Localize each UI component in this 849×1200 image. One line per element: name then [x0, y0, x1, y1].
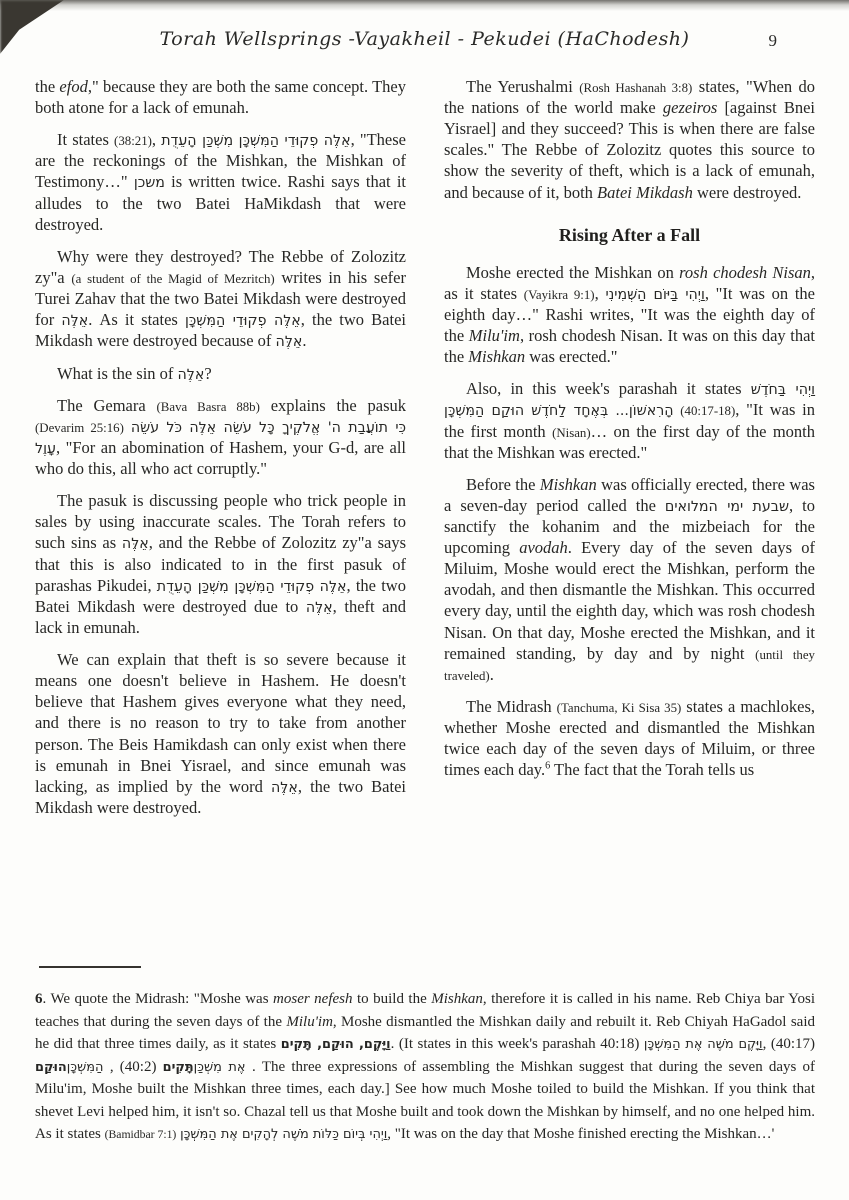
- text-run: , therefore it is called in his name. Reb Chiya bar Yosi teaches that during the seven days of the: [35, 991, 815, 1030]
- text-run: the: [35, 77, 60, 96]
- text-run: , "These are the reckonings of the Mishkan, the Mishkan of Testimony…": [35, 130, 406, 192]
- text-run: was officially erected, there was a seven-day period called the: [444, 474, 815, 515]
- text-run: , "It was on the eighth day…" Rashi writes, "It was the eighth day of the: [444, 283, 816, 346]
- citation: (Tanchuma, Ki Sisa 35): [556, 700, 682, 715]
- text-run: [against Bnei Yisrael] and they succeed? This is when there are false scales." The Rebbe of Zolozitz quotes this source to show the severity of theft, which is a lack of emunah, and because of it, both: [444, 98, 815, 202]
- text-run: writes in his sefer Turei Zahav that the two Batei Mikdash were destroyed for: [35, 267, 406, 330]
- citation: (40:17-18): [680, 404, 736, 419]
- hebrew-text: הַמִּשְׁכָּן: [66, 1059, 110, 1075]
- text-run: , Moshe dismantled the Mishkan daily and rebuilt it. Reb Chiyah HaGadol said he did that three times daily, as it states: [35, 1013, 815, 1052]
- hebrew-text: אֵלֶּה: [121, 536, 149, 553]
- paragraph: [35, 490, 406, 638]
- hebrew-text: וַיָּקֶם, הוּקַם, תָּקִים: [280, 1037, 391, 1052]
- text-run: . We quote the Midrash: "Moshe was: [42, 991, 274, 1007]
- paragraph: [444, 76, 815, 203]
- text-run: The Midrash: [466, 696, 557, 716]
- citation: (Nisan): [552, 425, 591, 440]
- text-run: . Every day of the seven days of Miluim, Moshe would erect the Mishkan, perform the avodah, and then dismantle the Mishkan. This occurred every day, until the eighth day, which was rosh chodesh Nisan. On that day, Moshe erected the Mishkan, and it remained standing, by day and by night: [444, 538, 815, 663]
- text-run: , the two Batei Mikdash were destroyed.: [35, 776, 406, 817]
- text-run: to build the: [352, 991, 432, 1007]
- text-run: ?: [204, 363, 212, 383]
- hebrew-text: וַיָּקֶם מֹשֶׁה אֶת הַמִּשְׁכָּן: [643, 1037, 763, 1052]
- text-run: Milu'im: [468, 326, 520, 346]
- paragraph: [35, 129, 406, 235]
- citation: (until they traveled): [444, 647, 815, 683]
- text-run: The Gemara: [57, 395, 157, 415]
- text-run: . The three expressions of assembling the Mishkan suggest that during the seven days of Milu'im, Moshe built the Mishkan three times, each day.] See how much Moshe toiled to build the Mishkan. If you think that shevet Levi helped him, it isn't so. Chazal tell us that Moshe built and took down the Mishkan by himself, and no one helped him. As it states: [35, 1058, 815, 1142]
- left-column: [35, 76, 406, 829]
- hebrew-text: וַיְהִי בְּיוֹם כַּלּוֹת מֹשֶׁה לְהָקִים אֶת הַמִּשְׁכָּן: [180, 1127, 388, 1142]
- text-run: , the two Batei Mikdash were destroyed due to: [35, 575, 406, 616]
- citation: (a student of the Magid of Mezritch): [71, 271, 275, 286]
- citation: (Bamidbar 7:1): [104, 1128, 177, 1141]
- paragraph: [35, 76, 406, 118]
- text-run: explains the pasuk: [259, 395, 407, 415]
- text-run: .: [302, 331, 307, 351]
- paragraph: [444, 378, 815, 463]
- paragraph: [444, 474, 815, 685]
- text-run: The fact that the Torah tells us: [550, 760, 755, 780]
- citation: (Vayikra 9:1): [523, 287, 595, 302]
- text-run: , and the Rebbe of Zolozitz zy"a says that this is also indicated to in the first pasuk of parashas Pikudei,: [35, 533, 407, 595]
- paragraph: [35, 363, 406, 384]
- page-header: [0, 28, 849, 60]
- hebrew-text: כִּי תוֹעֲבַת ה' אֱלֹקֶיךָ כָּל עֹשֵׂה אֵלֶּה כֹּל עֹשֵׂה עָוֶל: [35, 419, 407, 457]
- text-run: is written twice. Rashi says that it alludes to the two Batei HaMikdash that were destroyed.: [35, 172, 406, 234]
- page-title: Torah Wellsprings -Vayakheil - Pekudei (HaChodesh): [159, 28, 690, 50]
- text-run: . (It states in this week's parashah 40:18): [390, 1036, 644, 1052]
- scan-artifact-top-edge: [0, 0, 849, 11]
- hebrew-text: משכן: [133, 175, 165, 192]
- text-run: efod: [59, 77, 88, 96]
- hebrew-text: אֵלֶּה: [61, 313, 89, 330]
- text-run: Mishkan: [468, 347, 526, 367]
- hebrew-text: אֵלֶּה: [177, 366, 205, 383]
- text-run: avodah: [519, 538, 568, 558]
- text-run: Mishkan: [431, 991, 483, 1007]
- footnote-reference: 6: [545, 760, 551, 772]
- text-run: was erected.": [525, 347, 618, 367]
- text-run: Moshe erected the Mishkan on: [466, 262, 680, 282]
- text-run: 6: [35, 991, 43, 1007]
- citation: (Bava Basra 88b): [156, 399, 260, 414]
- text-run: , rosh chodesh Nisan. It was on this day that the: [444, 326, 815, 367]
- text-run: states, "When do the nations of the world make: [444, 77, 816, 118]
- hebrew-text: אֵלֶּה פְקוּדֵי הַמִּשְׁכָּן מִשְׁכַּן הָעֵדֻת: [161, 133, 351, 150]
- text-run: The Yerushalmi: [466, 77, 580, 96]
- text-run: ,: [151, 130, 162, 150]
- text-run: Mishkan: [539, 474, 597, 494]
- text-run: The pasuk is discussing people who trick people in sales by using inaccurate scales. The Torah refers to such sins as: [35, 491, 406, 553]
- text-run: , to sanctify the kohanim and the mizbeiach for the upcoming: [444, 495, 815, 558]
- hebrew-text: וַיְהִי בַּיּוֹם הַשְּׁמִינִי: [605, 286, 705, 303]
- text-run: [124, 417, 131, 436]
- text-run: . As it states: [88, 310, 185, 330]
- text-run: rosh chodesh Nisan: [679, 262, 811, 282]
- text-run: … on the first day of the month that the Mishkan was erected.": [444, 421, 815, 462]
- text-run: gezeiros: [662, 98, 718, 118]
- text-run: , the two Batei Mikdash were destroyed because of: [35, 310, 406, 351]
- hebrew-text: אֵלֶּה פְקוּדֵי הַמִּשְׁכָּן מִשְׁכַּן הָעֵדֻת: [156, 578, 347, 595]
- hebrew-text: הוּקַם: [35, 1059, 67, 1075]
- hebrew-text: אֵלֶּה: [305, 599, 333, 616]
- text-run: states a machlokes, whether Moshe erected and dismantled the Mishkan twice each day of the seven days of Miluim, or three times each day.: [444, 696, 815, 780]
- paragraph: [35, 649, 406, 818]
- text-run: ," because they are both the same concept. They both atone for a lack of emunah.: [35, 77, 406, 118]
- footnote-section: [35, 966, 815, 1146]
- right-column: [444, 76, 815, 829]
- text-columns: [35, 76, 815, 829]
- citation: (38:21): [114, 134, 152, 149]
- text-run: , theft and lack in emunah.: [35, 596, 406, 637]
- text-run: ,: [594, 283, 606, 303]
- text-run: Batei Mikdash: [597, 182, 693, 202]
- hebrew-text: וַיְהִי בַּחֹדֶשׁ הָרִאשׁוֹן... בְּאֶחָד לַחֹדֶשׁ הוּקַם הַמִּשְׁכָּן: [444, 382, 816, 420]
- citation: (Devarim 25:16): [35, 420, 124, 435]
- text-run: We can explain that theft is so severe because it means one doesn't believe in Hashem. He doesn't believe that Hashem gives everyone what they need, and there is no reason to try to take from another person. The Beis Hamikdash can only exist when there is emunah in Bnei Yisrael, and since emunah was lacking, as implied by the word: [35, 650, 406, 796]
- paragraph: [444, 696, 815, 780]
- text-run: Milu'im: [286, 1013, 333, 1030]
- paragraph: [35, 246, 406, 352]
- text-run: .: [489, 664, 494, 684]
- text-run: Also, in this week's parashah it states: [466, 379, 751, 399]
- hebrew-text: שבעת ימי המלואים: [664, 498, 790, 515]
- hebrew-text: תָּקִים: [162, 1059, 194, 1075]
- citation: (Rosh Hashanah 3:8): [579, 81, 693, 95]
- text-run: , "It was in the first month: [444, 400, 815, 441]
- page-number: 9: [768, 31, 777, 50]
- text-run: , as it states: [444, 262, 816, 303]
- text-run: , (40:2): [109, 1058, 163, 1075]
- text-run: It states: [57, 130, 115, 150]
- text-run: Before the: [466, 474, 540, 494]
- text-run: What is the sin of: [57, 363, 178, 383]
- hebrew-text: אֶת מִשְׁכַּן: [193, 1059, 252, 1075]
- section-heading: Rising After a Fall: [558, 224, 701, 245]
- hebrew-text: אֵלֶּה פְקוּדֵי הַמִּשְׁכָּן: [184, 313, 301, 330]
- paragraph: [444, 262, 815, 368]
- text-run: , "For an abomination of Hashem, your G-d, are all who do this, all who act corruptly.": [35, 437, 406, 479]
- footnote-text: [35, 988, 815, 1146]
- hebrew-text: אֵלֶּה: [275, 334, 303, 351]
- text-run: Why were they destroyed? The Rebbe of Zolozitz zy"a: [35, 246, 406, 287]
- text-run: , (40:17): [762, 1036, 815, 1052]
- text-run: moser nefesh: [273, 991, 353, 1007]
- text-run: were destroyed.: [692, 182, 802, 202]
- hebrew-text: אֵלֶּה: [271, 779, 298, 796]
- footnote-separator: [39, 966, 141, 968]
- paragraph: [35, 395, 406, 480]
- text-run: , "It was on the day that Moshe finished erecting the Mishkan…': [387, 1126, 775, 1142]
